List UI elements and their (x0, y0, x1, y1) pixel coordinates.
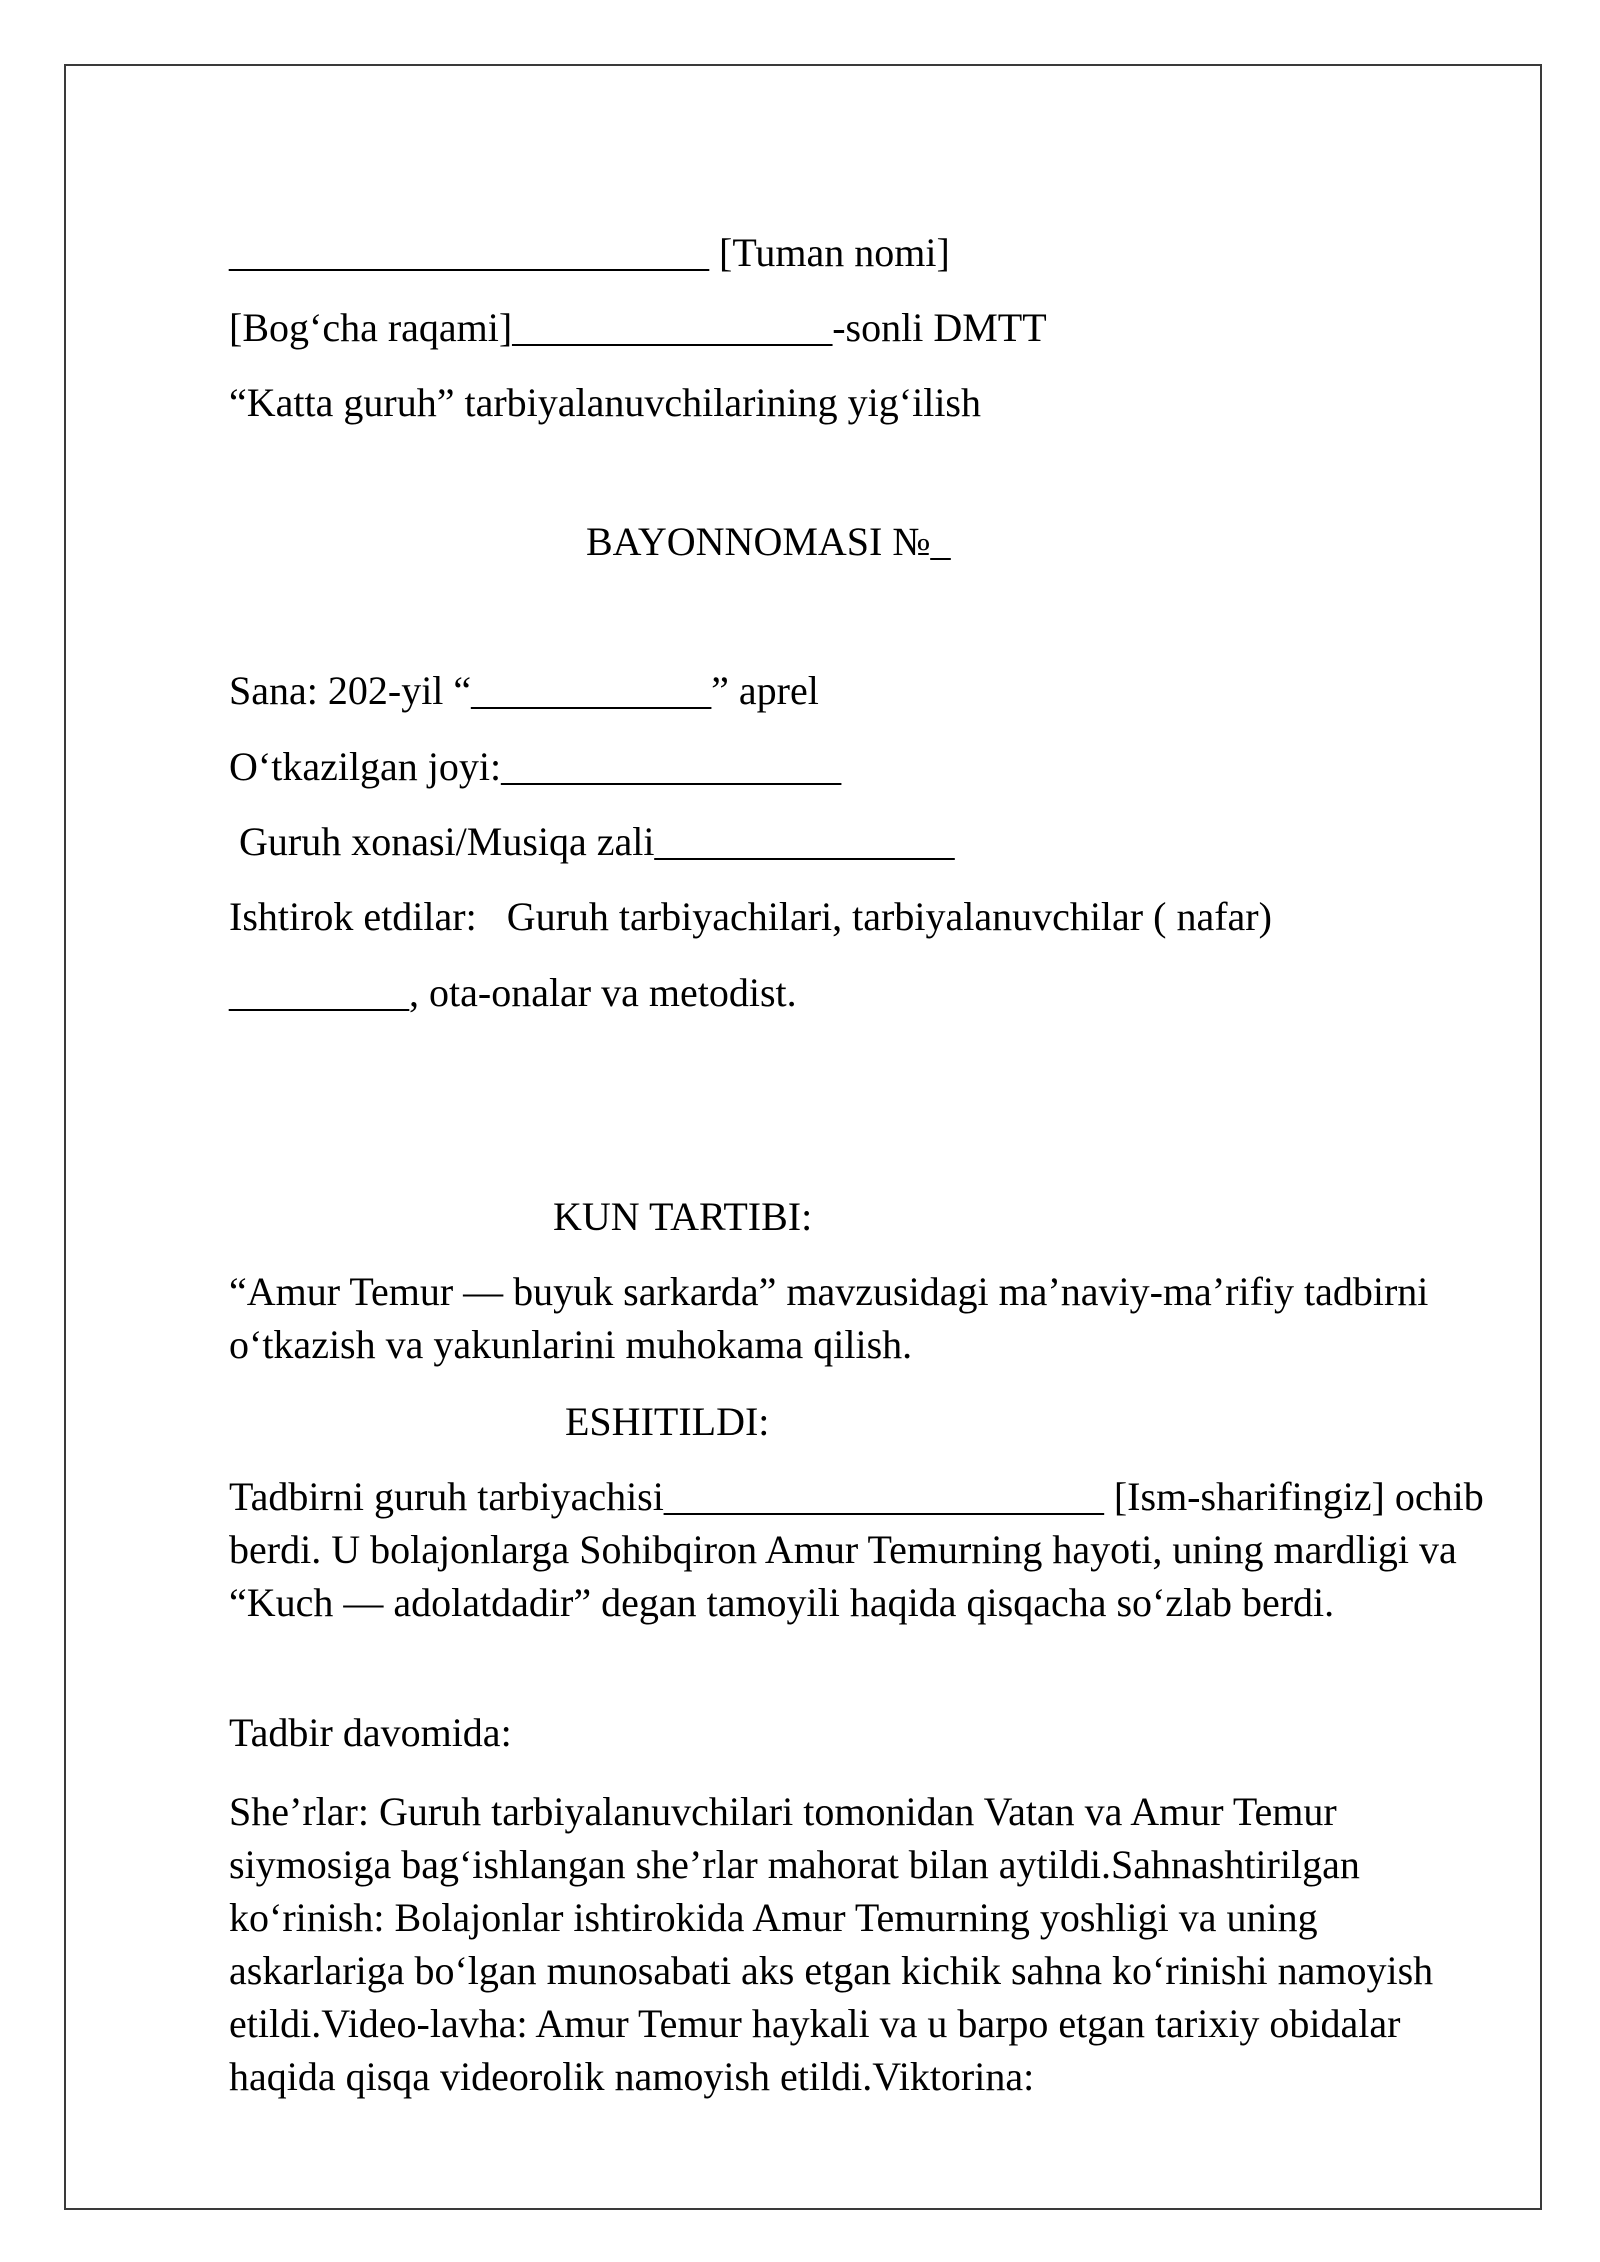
document-title: BAYONNOMASI №_ (586, 519, 951, 564)
heard-heading: ESHITILDI: (565, 1399, 770, 1444)
room-line: Guruh xonasi/Musiqa zali_______________ (229, 819, 955, 864)
participants-line-1: Ishtirok etdilar: Guruh tarbiyachilari, tarbiyalanuvchilar ( nafar) (229, 894, 1272, 939)
heard-text: Tadbirni guruh tarbiyachisi______________________ [Ism-sharifingiz] ochib berdi. U bolajonlarga Sohibqiron Amur Temurning hayoti, uning mardligi va “Kuch — adolatdadir” degan tamoyili haqida qisqacha so‘zlab berdi. (229, 1474, 1484, 1625)
events-text: She’rlar: Guruh tarbiyalanuvchilari tomonidan Vatan va Amur Temur siymosiga bag‘ishlangan she’rlar mahorat bilan aytildi.Sahnashtirilgan ko‘rinish: Bolajonlar ishtirokida Amur Temurning yoshligi va uning askarlariga bo‘lgan munosabati aks etgan kichik sahna ko‘rinishi namoyish etildi.Video-lavha: Amur Temur haykali va u barpo etgan tarixiy obidalar haqida qisqa videorolik namoyish etildi.Viktorina: (229, 1789, 1434, 2099)
venue-line: O‘tkazilgan joyi:_________________ (229, 744, 842, 789)
agenda-heading: KUN TARTIBI: (553, 1194, 813, 1239)
district-line: ________________________ [Tuman nomi] (229, 230, 950, 275)
agenda-text: “Amur Temur — buyuk sarkarda” mavzusidagi ma’naviy-ma’rifiy tadbirni o‘tkazish va yakunlarini muhokama qilish. (229, 1269, 1429, 1367)
participants-line-2: _________, ota-onalar va metodist. (229, 970, 797, 1015)
kindergarten-line: [Bog‘cha raqami]________________-sonli DMTT (229, 305, 1047, 350)
date-line: Sana: 202-yil “____________” aprel (229, 668, 819, 713)
group-line: “Katta guruh” tarbiyalanuvchilarining yig‘ilish (229, 380, 981, 425)
during-label: Tadbir davomida: (229, 1710, 512, 1755)
